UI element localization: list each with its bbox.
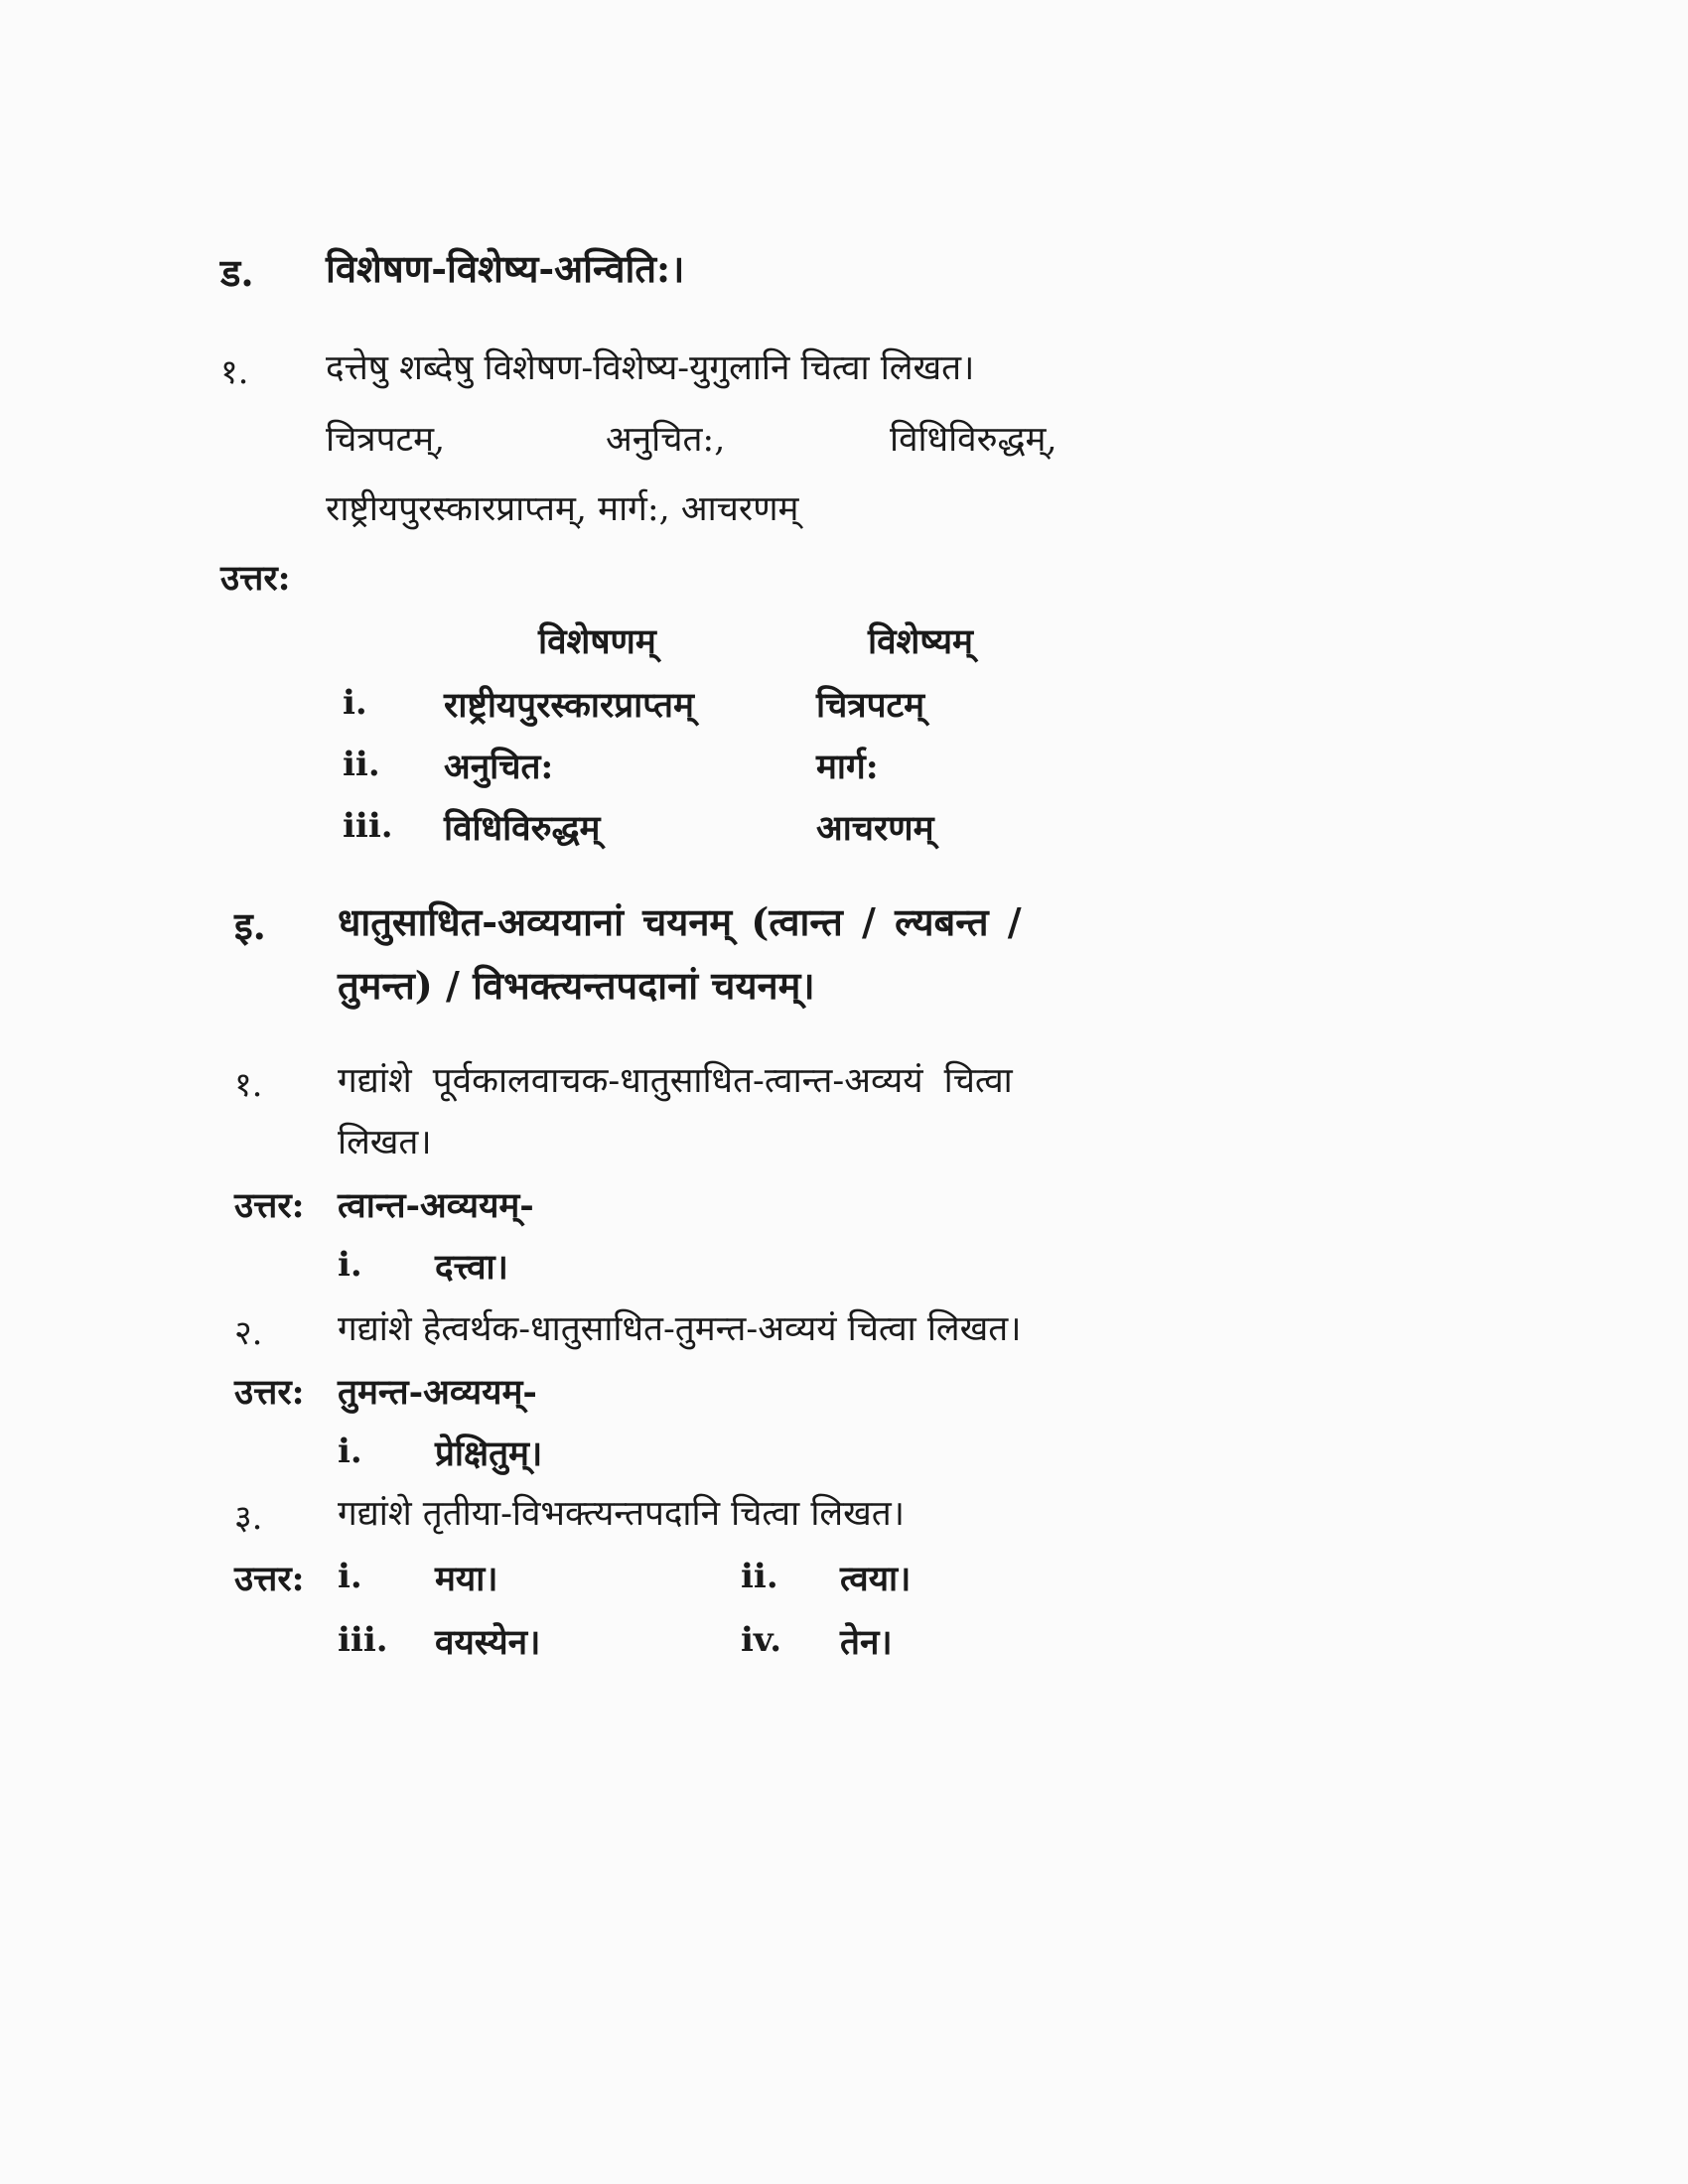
- question-text: गद्यांशे हेत्वर्थक-धातुसाधित-तुमन्त-अव्ययं चित्वा लिखत।: [338, 1309, 1022, 1349]
- answer-text: तेन।: [840, 1622, 893, 1663]
- answer-label: उत्तर:: [234, 1559, 305, 1599]
- answer-label: उत्तर:: [234, 1372, 305, 1413]
- answer-index: i.: [338, 1432, 362, 1471]
- answer-text: त्वया।: [840, 1559, 912, 1599]
- word-line: राष्ट्रीयपुरस्कारप्राप्तम्, मार्ग:, आचरणम्: [326, 489, 799, 529]
- section-i-title: धातुसाधित-अव्ययानां चयनम् (त्वान्त / ल्यबन्त /: [338, 899, 1022, 944]
- visheshya-cell: चित्रपटम्: [816, 685, 925, 726]
- question-text: लिखत।: [338, 1123, 432, 1162]
- question-number: ३.: [234, 1498, 263, 1538]
- section-d-title: विशेषण-विशेष्य-अन्विति:।: [326, 246, 685, 291]
- row-index: iii.: [343, 806, 393, 846]
- question-text: गद्यांशे पूर्वकालवाचक-धातुसाधित-त्वान्त-अव्ययं चित्वा: [338, 1061, 1013, 1101]
- word-item: चित्रपटम्,: [326, 420, 446, 460]
- answer-text: दत्त्वा।: [435, 1247, 508, 1288]
- answer-heading: त्वान्त-अव्ययम्-: [338, 1185, 534, 1226]
- section-d-marker: ड.: [220, 250, 254, 295]
- section-i-title: तुमन्त) / विभक्त्यन्तपदानां चयनम्।: [338, 963, 815, 1008]
- question-text: गद्यांशे तृतीया-विभक्त्यन्तपदानि चित्वा लिखत।: [338, 1494, 905, 1534]
- answer-index: iii.: [338, 1620, 388, 1660]
- visheshan-cell: अनुचित:: [444, 747, 554, 787]
- table-header-visheshan: विशेषणम्: [538, 621, 656, 662]
- visheshan-cell: राष्ट्रीयपुरस्कारप्राप्तम्: [444, 685, 694, 726]
- question-number: १.: [220, 352, 249, 392]
- answer-text: वयस्येन।: [435, 1622, 541, 1663]
- answer-index: i.: [338, 1557, 362, 1596]
- answer-index: i.: [338, 1245, 362, 1285]
- visheshya-cell: मार्ग:: [816, 747, 879, 787]
- question-number: २.: [234, 1313, 263, 1353]
- answer-label: उत्तर:: [234, 1185, 305, 1226]
- section-i-marker: इ.: [234, 903, 266, 948]
- answer-label: उत्तर:: [220, 558, 291, 599]
- answer-text: मया।: [435, 1559, 498, 1599]
- visheshya-cell: आचरणम्: [816, 808, 934, 849]
- question-text: दत्तेषु शब्देषु विशेषण-विशेष्य-युगुलानि चित्वा लिखत।: [326, 348, 975, 388]
- row-index: ii.: [343, 745, 380, 784]
- table-header-visheshya: विशेष्यम्: [868, 621, 973, 662]
- word-item: अनुचित:,: [606, 420, 726, 460]
- answer-heading: तुमन्त-अव्ययम्-: [338, 1372, 537, 1413]
- word-item: विधिविरुद्धम्,: [890, 420, 1057, 460]
- answer-index: iv.: [741, 1620, 782, 1660]
- visheshan-cell: विधिविरुद्धम्: [444, 808, 601, 849]
- answer-index: ii.: [741, 1557, 778, 1596]
- answer-text: प्रेक्षितुम्।: [435, 1433, 543, 1474]
- row-index: i.: [343, 683, 367, 723]
- question-number: १.: [234, 1065, 263, 1105]
